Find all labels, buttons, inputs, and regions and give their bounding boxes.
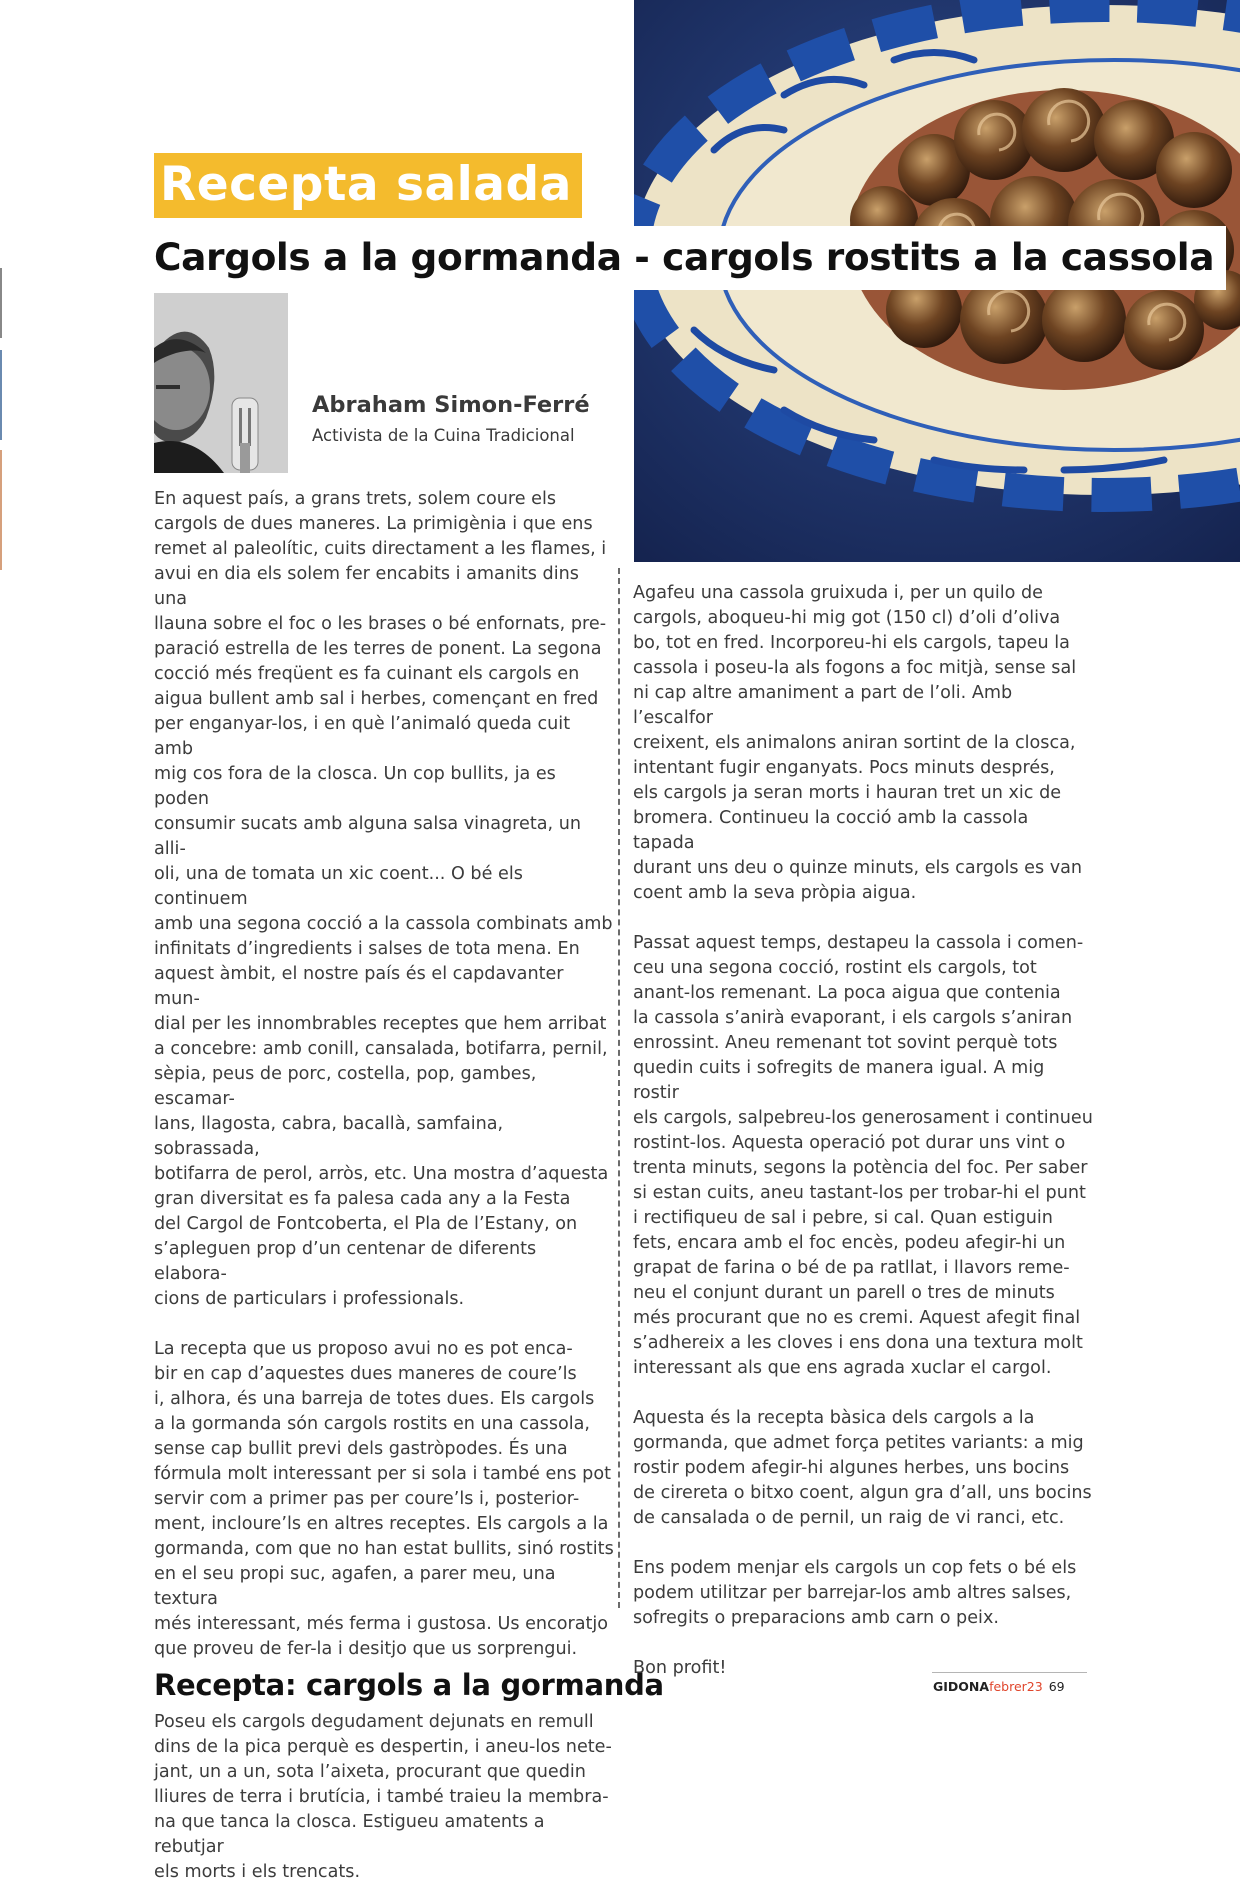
page-footer <box>933 1679 1065 1694</box>
column-divider <box>618 568 620 1608</box>
author-role: Activista de la Cuina Tradicional <box>312 426 575 445</box>
section-kicker: Recepta salada <box>154 153 582 218</box>
footer-brand: GIDONA <box>933 1679 990 1694</box>
edge-mark <box>0 350 2 440</box>
paragraph-bon-profit: Bon profit! <box>633 1658 727 1678</box>
article-title: Cargols a la gormanda - cargols rostits a la cassola <box>146 226 1226 290</box>
right-column <box>633 581 1093 1681</box>
paragraph-serving: Ens podem menjar els cargols un cop fets o bé els podem utilitzar per barrejar-los amb altres salses, sofregits o preparacions amb carn o peix. <box>633 1558 1077 1628</box>
page-number: 69 <box>1048 1679 1065 1694</box>
paragraph-rostir: Passat aquest temps, destapeu la cassola i comen- ceu una segona cocció, rostint els cargols, tot anant-los remenant. La poca aigua que contenia la cassola s’anirà evaporant, i els cargols s’aniran enrossint. Aneu remenant tot sovint perquè tots quedin cuits i sofregits de manera igual. A mig rostir els cargols, salpebreu-los generosament i continueu rostint-los. Aquesta operació pot durar uns vint o trenta minuts, segons la potència del foc. Per saber si estan cuits, aneu tastant-los per trobar-hi el punt i rectifiqueu de sal i pebre, si cal. Quan estiguin fets, encara amb el foc encès, podeu afegir-hi un grapat de farina o bé de pa ratllat, i llavors reme- neu el conjunt durant un parell o tres de minuts més procurant que no es cremi. Aquest afegit final s’adhereix a les cloves i ens dona una textura molt interessant als que ens agrada xuclar el cargol. <box>633 933 1093 1378</box>
footer-rule <box>932 1672 1087 1673</box>
recipe-subheading: Recepta: cargols a la gormanda <box>154 1668 664 1702</box>
paragraph-gormanda: La recepta que us proposo avui no es pot enca- bir en cap d’aquestes dues maneres de coure’ls i, alhora, és una barreja de totes dues. Els cargols a la gormanda són cargols rostits en una cassola, sense cap bullit previ dels gastròpodes. És una fórmula molt interessant per si sola i també ens pot servir com a primer pas per coure’ls i, posterior- ment, incloure’ls en altres receptes. Els cargols a la gormanda, com que no han estat bullits, sinó rostits en el seu propi suc, agafen, a parer meu, una textura més interessant, més ferma i gustosa. Us encoratjo que proveu de fer-la i desitjo que us sorprengui. <box>154 1339 614 1659</box>
footer-issue: febrer23 <box>989 1679 1043 1694</box>
left-column <box>154 487 664 1885</box>
paragraph-intro: En aquest país, a grans trets, solem coure els cargols de dues maneres. La primigènia i que ens remet al paleolític, cuits directament a les flames, i avui en dia els solem fer encabits i amanits dins una llauna sobre el foc o les brases o bé enfornats, pre- paració estrella de les terres de ponent. La segona cocció més freqüent es fa cuinant els cargols en aigua bullent amb sal i herbes, començant en fred per enganyar-los, i en què l’animaló queda cuit amb mig cos fora de la closca. Un cop bullits, ja es poden consumir sucats amb alguna salsa vinagreta, un alli- oli, una de tomata un xic coent... O bé els continuem amb una segona cocció a la cassola combinats amb infinitats d’ingredients i salses de tota mena. En aquest àmbit, el nostre país és el capdavanter mun- dial per les innombrables receptes que hem arribat a concebre: amb conill, cansalada, botifarra, pernil, sèpia, peus de porc, costella, pop, gambes, escamar- lans, llagosta, cabra, bacallà, samfaina, sobrassada, botifarra de perol, arròs, etc. Una mostra d’aquesta gran diversitat es fa palesa cada any a la Festa del Cargol de Fontcoberta, el Pla de l’Estany, on s’apleguen prop d’un centenar de diferents elabora- cions de particulars i professionals. <box>154 489 613 1309</box>
paragraph-variants: Aquesta és la recepta bàsica dels cargols a la gormanda, que admet força petites variants: a mig rostir podem afegir-hi algunes herbes, uns bocins de cirereta o bitxo coent, algun gra d’all, uns bocins de cansalada o de pernil, un raig de vi ranci, etc. <box>633 1408 1092 1528</box>
author-name: Abraham Simon-Ferré <box>312 392 590 418</box>
paragraph-cassola: Agafeu una cassola gruixuda i, per un quilo de cargols, aboqueu-hi mig got (150 cl) d’oli d’oliva bo, tot en fred. Incorporeu-hi els cargols, tapeu la cassola i poseu-la als fogons a foc mitjà, sense sal ni cap altre amaniment a part de l’oli. Amb l’escalfor creixent, els animalons aniran sortint de la closca, intentant fugir enganyats. Pocs minuts després, els cargols ja seran morts i hauran tret un xic de bromera. Continueu la cocció amb la cassola tapada durant uns deu o quinze minuts, els cargols es van coent amb la seva pròpia aigua. <box>633 583 1083 903</box>
author-portrait <box>154 293 288 473</box>
edge-mark <box>0 450 2 570</box>
paragraph-cleaning: Poseu els cargols degudament dejunats en remull dins de la pica perquè es despertin, i aneu-los nete- jant, un a un, sota l’aixeta, procurant que quedin lliures de terra i brutícia, i també traieu la membra- na que tanca la closca. Estigueu amatents a rebutjar els morts i els trencats. <box>154 1712 612 1882</box>
edge-mark <box>0 268 2 338</box>
